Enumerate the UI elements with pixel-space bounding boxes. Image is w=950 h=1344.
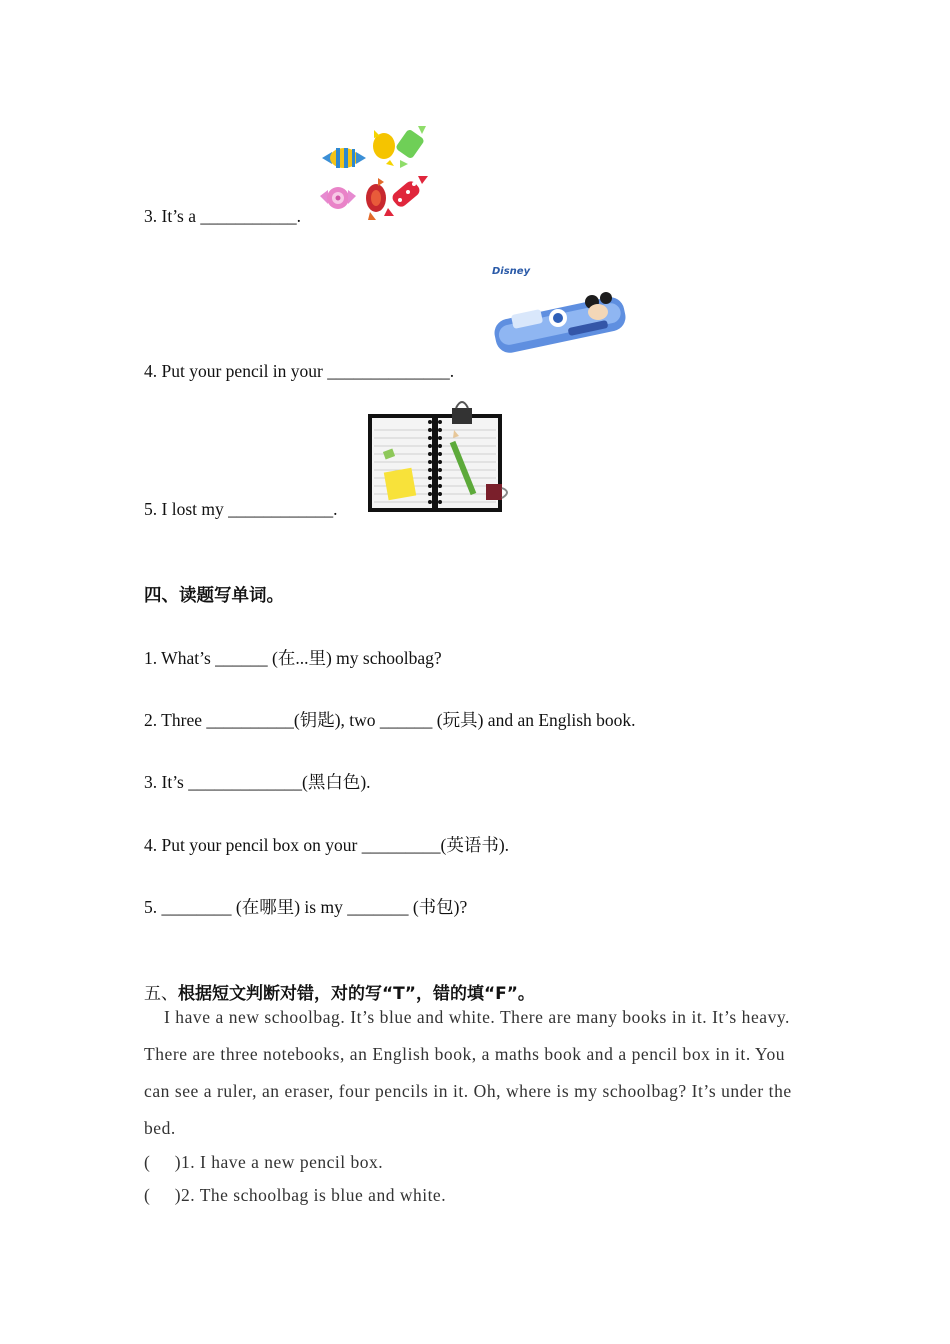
section-4-question-2: 2. Three __________(钥匙), two ______ (玩具) and an English book. — [144, 710, 636, 730]
disney-logo: Disney — [492, 266, 531, 277]
section-4-question-4: 4. Put your pencil box on your _________(英语书). — [144, 835, 510, 855]
notebook-picture — [364, 398, 516, 518]
pink-candy-icon — [320, 187, 356, 209]
red-round-candy-icon — [366, 178, 386, 220]
question-3-5: 5. I lost my ____________. — [144, 499, 338, 519]
sticky-note-icon — [384, 468, 416, 500]
yellow-candy-icon — [373, 130, 395, 166]
judgement-question-2: ( )2. The schoolbag is blue and white. — [144, 1185, 447, 1205]
section-5-title-prefix: 五、 — [144, 984, 178, 1004]
notebook-icon — [368, 414, 502, 512]
striped-candy-icon — [322, 148, 366, 168]
question-3-4: 4. Put your pencil in your ______________. — [144, 361, 455, 381]
red-dotted-candy-icon — [384, 176, 428, 216]
section-4-question-1: 1. What’s ______ (在...里) my schoolbag? — [144, 648, 442, 668]
clip-icon — [486, 484, 507, 500]
section-4-question-3: 3. It’s _____________(黑白色). — [144, 772, 371, 792]
candy-picture — [318, 122, 430, 226]
reading-passage: I have a new schoolbag. It’s blue and white. There are many books in it. It’s heavy. There are three notebooks, an English book, a maths book and a pencil box in it. You can see a ruler, an eraser, four pencils in it. Oh, where is my schoolbag? It’s under the bed. — [144, 1007, 792, 1138]
pencil-box-picture — [488, 258, 630, 360]
pencil-box-icon — [492, 292, 628, 355]
section-4-question-5: 5. ________ (在哪里) is my _______ (书包)? — [144, 897, 468, 917]
binder-clip-icon — [452, 402, 472, 424]
green-candy-icon — [395, 126, 426, 168]
judgement-question-1: ( )1. I have a new pencil box. — [144, 1152, 384, 1172]
section-5-title-text: 根据短文判断对错，对的写“T”，错的填“F”。 — [178, 984, 535, 1004]
question-3-3: 3. It’s a ___________. — [144, 206, 302, 226]
section-4-title: 四、读题写单词。 — [144, 586, 284, 606]
